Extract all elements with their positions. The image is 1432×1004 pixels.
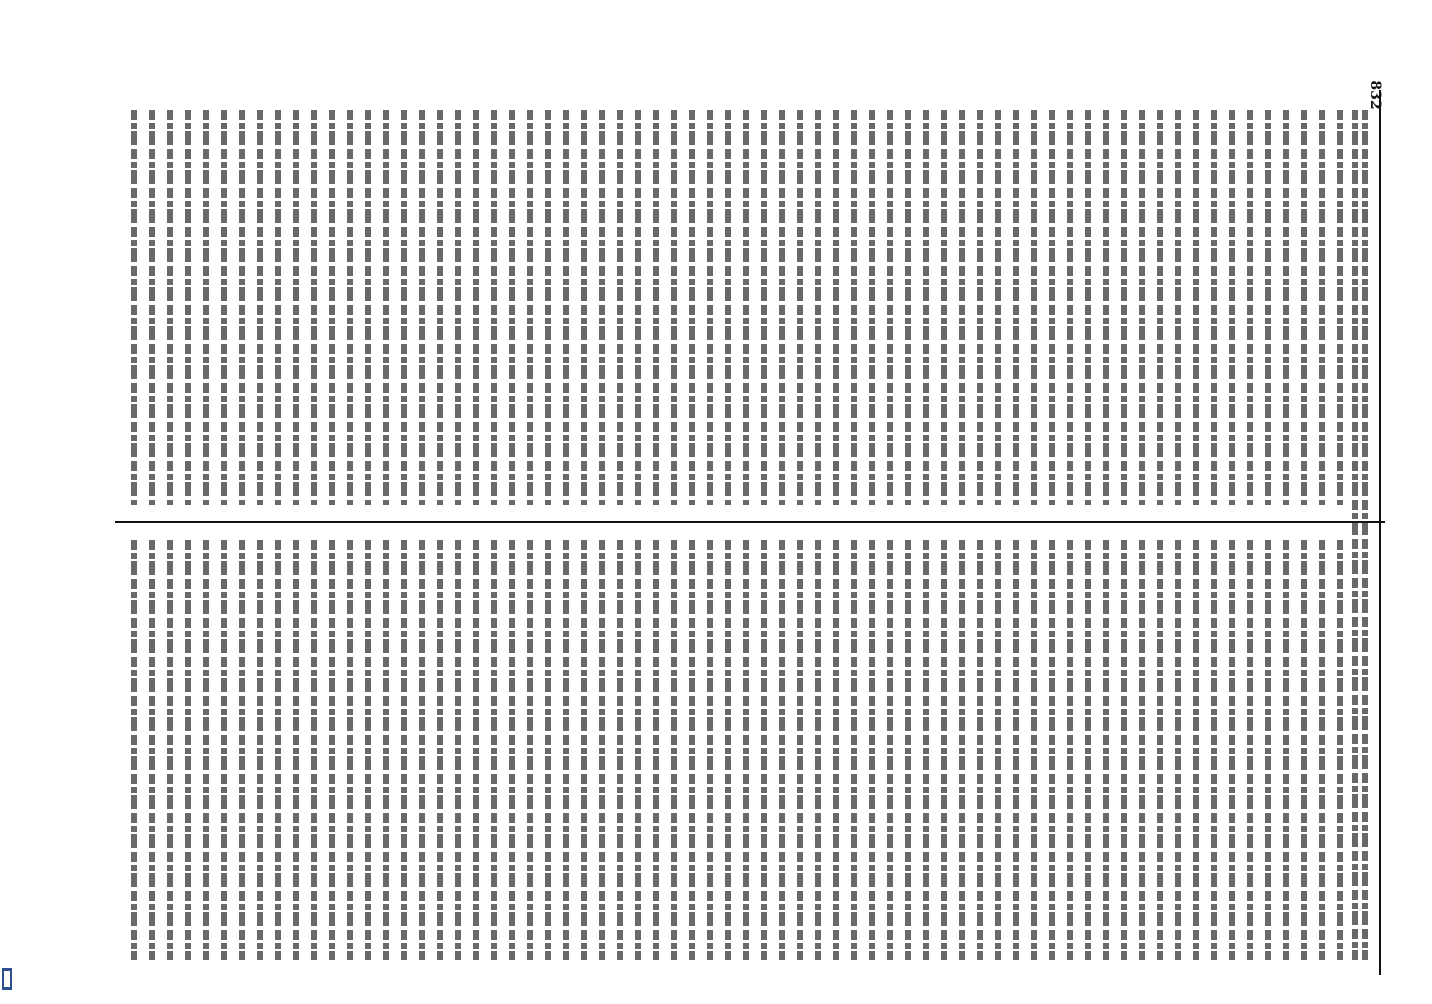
page-number xyxy=(1350,70,1400,120)
page-number-text: 832 xyxy=(1367,80,1383,110)
digitization-credit xyxy=(1,0,11,1000)
